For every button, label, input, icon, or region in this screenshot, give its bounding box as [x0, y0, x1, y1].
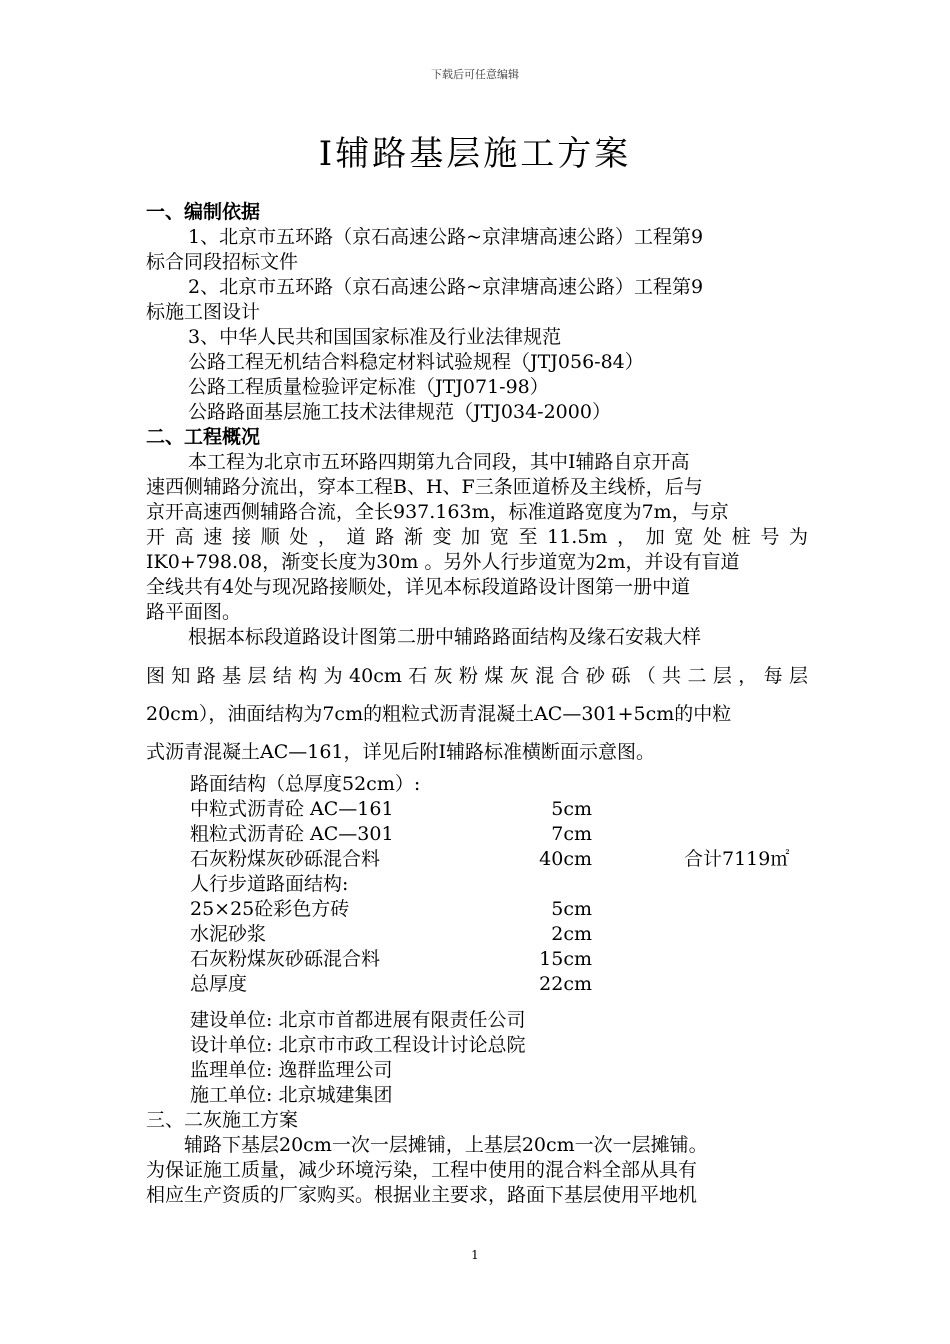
overview-line-7: 路平面图。 — [146, 601, 242, 623]
structure-para-line-2: 图知路基层结构为40cm石灰粉煤灰混合砂砾（共二层，每层 — [146, 665, 808, 687]
page-title: I辅路基层施工方案 — [318, 134, 632, 174]
overview-line-6: 全线共有4处与现况路接顺处，详见本标段道路设计图第一册中道 — [146, 576, 691, 598]
standard-1: 公路工程无机结合料稳定材料试验规程（JTJ056-84） — [188, 351, 644, 373]
plan-line-1: 辅路下基层20cm一次一层摊铺，上基层20cm一次一层摊铺。 — [184, 1134, 708, 1156]
walk-layer-thickness: 2cm — [551, 923, 592, 945]
standard-3: 公路路面基层施工技术法律规范（JTJ034-2000） — [188, 401, 611, 423]
overview-line-1: 本工程为北京市五环路四期第九合同段，其中I辅路自京开高 — [188, 451, 690, 473]
structure-para-line-3: 20cm），油面结构为7cm的粗粒式沥青混凝土AC—301+5cm的中粒 — [146, 703, 732, 725]
structure-para-line-4: 式沥青混凝土AC—161，详见后附I辅路标准横断面示意图。 — [146, 741, 656, 763]
road-layer-name: 中粒式沥青砼 AC—161 — [190, 798, 394, 820]
walk-total-thickness: 22cm — [539, 973, 592, 995]
section-heading-basis: 一、编制依据 — [146, 201, 261, 223]
walkway-structure-title: 人行步道路面结构: — [190, 873, 349, 895]
page-number: 1 — [471, 1248, 479, 1262]
road-layer-name: 粗粒式沥青砼 AC—301 — [190, 823, 394, 845]
plan-line-3: 相应生产资质的厂家购买。根据业主要求，路面下基层使用平地机 — [146, 1184, 698, 1206]
basis-item-2a: 2、北京市五环路（京石高速公路~京津塘高速公路）工程第9 — [188, 276, 704, 298]
road-layer-thickness: 7cm — [551, 823, 592, 845]
structure-para-line-1: 根据本标段道路设计图第二册中辅路路面结构及缘石安栽大样 — [188, 626, 702, 648]
page-header: 下载后可任意编辑 — [431, 68, 519, 81]
section-heading-overview: 二、工程概况 — [146, 426, 261, 448]
standard-2: 公路工程质量检验评定标准（JTJ071-98） — [188, 376, 549, 398]
design-unit: 设计单位: 北京市市政工程设计讨论总院 — [190, 1034, 526, 1056]
road-layer-thickness: 40cm — [539, 848, 592, 870]
road-layer-thickness: 5cm — [551, 798, 592, 820]
section-heading-plan: 三、二灰施工方案 — [146, 1109, 299, 1131]
basis-item-2b: 标施工图设计 — [146, 301, 261, 323]
road-layer-name: 石灰粉煤灰砂砾混合料 — [190, 848, 381, 870]
walk-layer-name: 25×25砼彩色方砖 — [190, 898, 350, 920]
supervision-unit: 监理单位: 逸群监理公司 — [190, 1059, 393, 1081]
basis-item-3: 3、中华人民共和国国家标准及行业法律规范 — [188, 326, 562, 348]
basis-item-1a: 1、北京市五环路（京石高速公路~京津塘高速公路）工程第9 — [188, 226, 704, 248]
build-unit: 建设单位: 北京市首都进展有限责任公司 — [190, 1009, 526, 1031]
construction-unit: 施工单位: 北京城建集团 — [190, 1084, 393, 1106]
overview-line-5: IK0+798.08，渐变长度为30m 。另外人行步道宽为2m，并设有盲道 — [146, 551, 740, 573]
plan-line-2: 为保证施工质量，减少环境污染，工程中使用的混合料全部从具有 — [146, 1159, 698, 1181]
walk-total-name: 总厚度 — [190, 973, 248, 995]
walk-layer-thickness: 15cm — [539, 948, 592, 970]
overview-line-3: 京开高速西侧辅路合流，全长937.163m，标准道路宽度为7m，与京 — [146, 501, 729, 523]
area-total-note: 合计7119㎡ — [684, 848, 790, 870]
walk-layer-name: 水泥砂浆 — [190, 923, 267, 945]
overview-line-2: 速西侧辅路分流出，穿本工程B、H、F三条匝道桥及主线桥，后与 — [146, 476, 703, 498]
road-structure-title: 路面结构（总厚度52cm）: — [190, 773, 421, 795]
basis-item-1b: 标合同段招标文件 — [146, 251, 299, 273]
overview-line-4: 开高速接顺处，道路渐变加宽至11.5m，加宽处桩号为 — [146, 526, 808, 548]
walk-layer-thickness: 5cm — [551, 898, 592, 920]
walk-layer-name: 石灰粉煤灰砂砾混合料 — [190, 948, 381, 970]
